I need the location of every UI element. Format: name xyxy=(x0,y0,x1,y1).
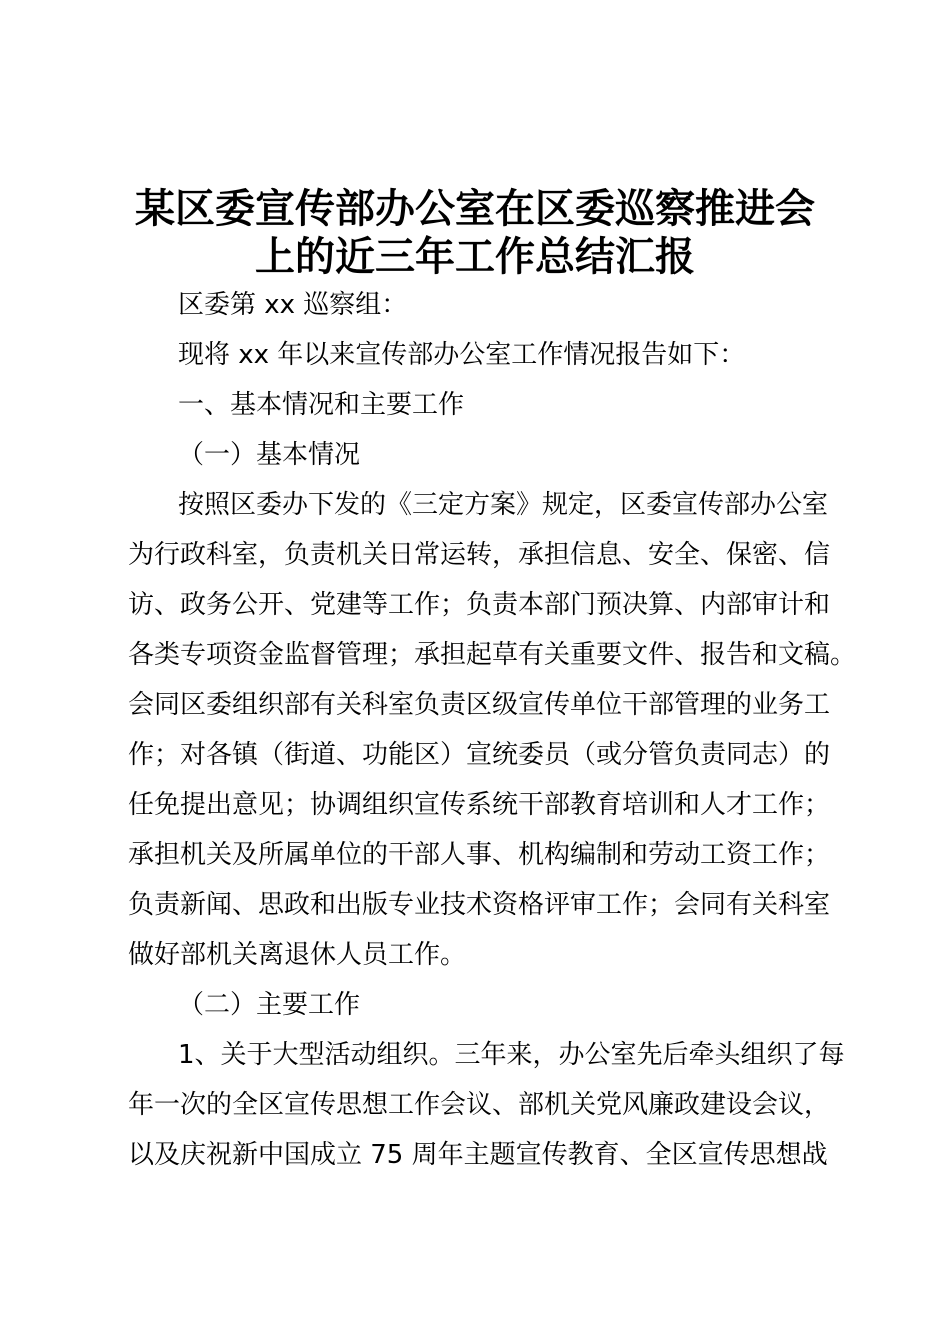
paragraph-line: 承担机关及所属单位的干部人事、机构编制和劳动工资工作； xyxy=(128,840,831,870)
subsection-2-heading: （二）主要工作 xyxy=(178,990,361,1020)
paragraph-line: 访、政务公开、党建等工作；负责本部门预决算、内部审计和 xyxy=(128,590,831,620)
paragraph-line: 会同区委组织部有关科室负责区级宣传单位干部管理的业务工 xyxy=(128,690,831,720)
document-title-line-1: 某区委宣传部办公室在区委巡察推进会 xyxy=(135,185,815,232)
paragraph-line: 任免提出意见；协调组织宣传系统干部教育培训和人才工作； xyxy=(128,790,831,820)
paragraph-line: 为行政科室，负责机关日常运转，承担信息、安全、保密、信 xyxy=(128,540,831,570)
paragraph-line: 年一次的全区宣传思想工作会议、部机关党风廉政建设会议， xyxy=(128,1090,831,1120)
paragraph-line: 以及庆祝新中国成立 75 周年主题宣传教育、全区宣传思想战 xyxy=(128,1140,828,1170)
paragraph-line: 各类专项资金监督管理；承担起草有关重要文件、报告和文稿。 xyxy=(128,640,857,670)
intro-paragraph: 现将 xx 年以来宣传部办公室工作情况报告如下： xyxy=(178,340,746,370)
section-1-heading: 一、基本情况和主要工作 xyxy=(178,390,465,420)
paragraph-line: 负责新闻、思政和出版专业技术资格评审工作；会同有关科室 xyxy=(128,890,831,920)
paragraph-line: 作；对各镇（街道、功能区）宣统委员（或分管负责同志）的 xyxy=(128,740,831,770)
paragraph-line: 做好部机关离退休人员工作。 xyxy=(128,940,467,970)
paragraph-line: 1、关于大型活动组织。三年来，办公室先后牵头组织了每 xyxy=(178,1040,845,1070)
subsection-1-heading: （一）基本情况 xyxy=(178,440,361,470)
document-title-line-2: 上的近三年工作总结汇报 xyxy=(255,233,695,280)
salutation: 区委第 xx 巡察组： xyxy=(178,290,408,320)
paragraph-line: 按照区委办下发的《三定方案》规定，区委宣传部办公室 xyxy=(178,490,829,520)
